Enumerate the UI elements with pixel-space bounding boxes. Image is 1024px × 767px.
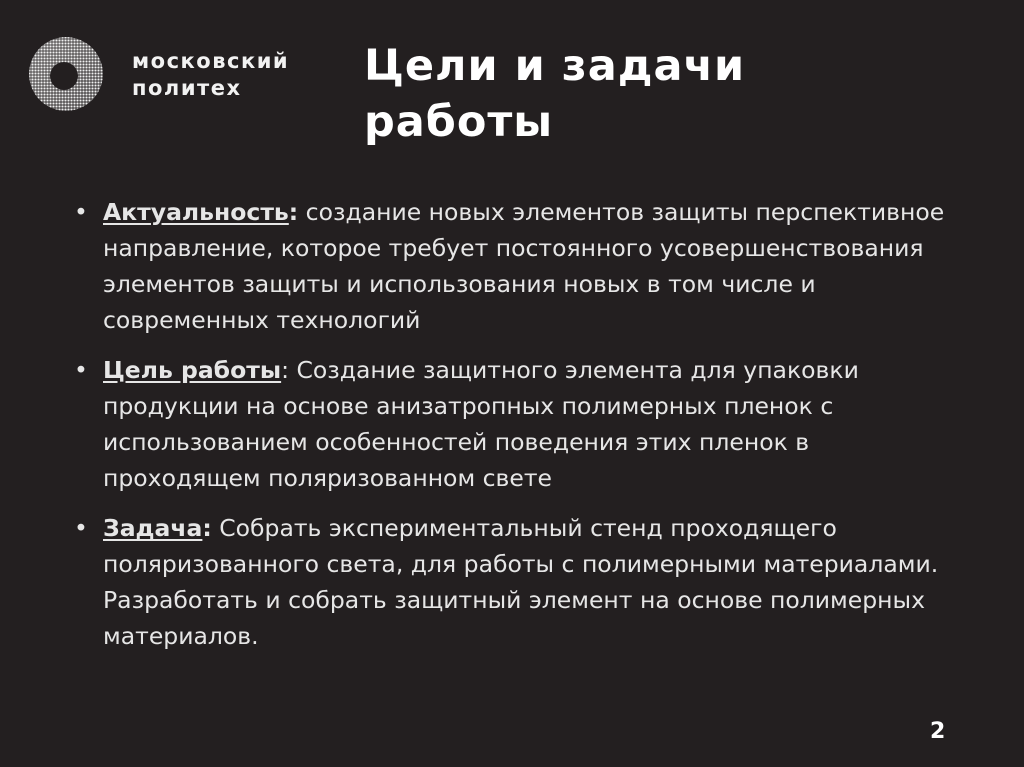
- bullet-text: Собрать экспериментальный стенд проходящего поляризованного света, для работы с полимерными материалами. Разработать и собрать защитный элемент на основе полимерных материалов.: [103, 514, 939, 650]
- bullet-goal: [74, 352, 954, 496]
- bullet-term: Задача: [103, 514, 203, 542]
- page-number: 2: [930, 719, 946, 744]
- title-line-2: работы: [364, 97, 554, 147]
- bullet-dot: •: [74, 514, 88, 542]
- bullet-relevance: [74, 194, 954, 338]
- bullet-term: Цель работы: [103, 356, 282, 384]
- bullet-text: Создание защитного элемента для упаковки продукции на основе анизатропных полимерных пленок с использованием особенностей поведения этих пленок в проходящем поляризованном свете: [103, 356, 859, 492]
- logo: [28, 36, 328, 116]
- bullet-text: создание новых элементов защиты перспективное направление, которое требует постоянного усовершенствования элементов защиты и использования новых в том числе и современных технологий: [103, 198, 945, 334]
- bullet-colon: :: [288, 198, 299, 226]
- title-line-1: Цели и задачи: [364, 41, 746, 91]
- logo-wordmark: [132, 48, 289, 102]
- bullet-colon: :: [281, 356, 290, 384]
- logo-line-2: политех: [132, 76, 242, 100]
- bullet-dot: •: [74, 198, 88, 226]
- bullet-term: Актуальность: [103, 198, 289, 226]
- bullet-colon: :: [202, 514, 212, 542]
- logo-line-1: московский: [132, 49, 290, 73]
- bullet-task: [74, 510, 954, 654]
- bullet-list: [74, 194, 954, 668]
- slide-title: [364, 38, 745, 150]
- polytech-ring-logo-icon: [28, 36, 104, 112]
- bullet-dot: •: [74, 356, 88, 384]
